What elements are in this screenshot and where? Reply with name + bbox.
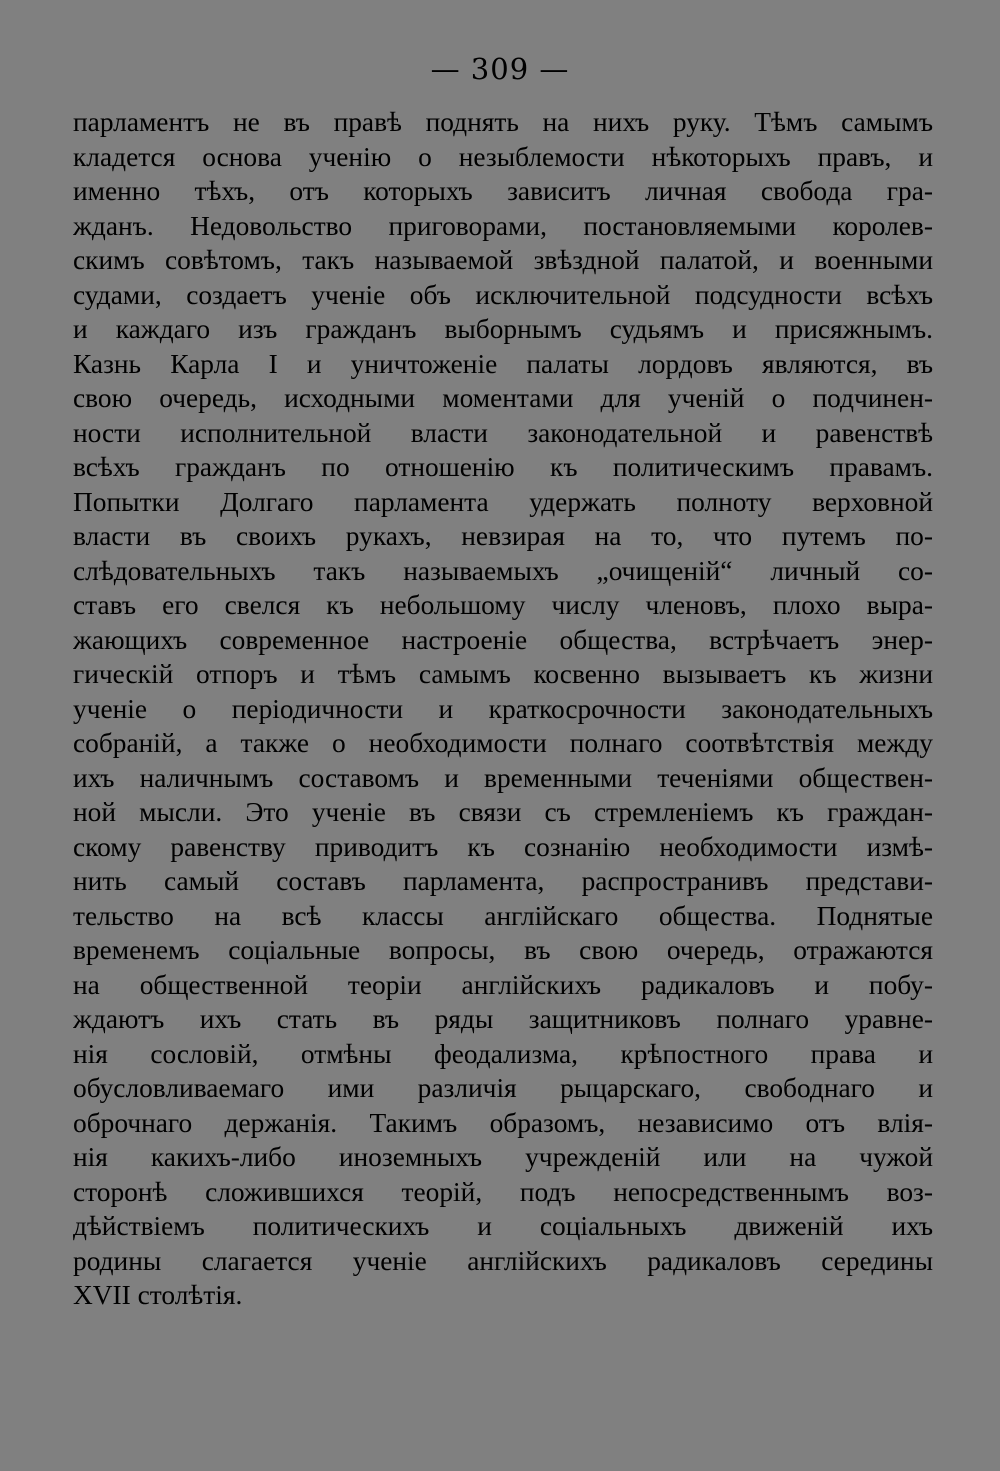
text-line: скому равенству приводитъ къ сознанію необходимости измѣ-	[73, 831, 933, 862]
text-line: и каждаго изъ гражданъ выборнымъ судьямъ и присяжнымъ.	[73, 314, 933, 344]
text-line: гическій отпоръ и тѣмъ самымъ косвенно вызываетъ къ жизни	[73, 659, 933, 689]
text-line: скимъ совѣтомъ, такъ называемой звѣздной палатой, и военными	[73, 245, 933, 275]
text-line: Попытки Долгаго парламента удержать полноту верховной	[73, 486, 933, 517]
text-line: всѣхъ гражданъ по отношенію къ политическимъ правамъ.	[73, 452, 933, 482]
body-text	[73, 105, 933, 1313]
text-line: судами, создаетъ ученіе объ исключительной подсудности всѣхъ	[73, 279, 933, 310]
text-line: тельство на всѣ классы англійскаго общества. Поднятые	[73, 900, 933, 931]
text-line: нія какихъ-либо иноземныхъ учрежденій или на чужой	[73, 1142, 933, 1172]
text-line: обусловливаемаго ими различія рыцарскаго, свободнаго и	[73, 1073, 933, 1103]
text-line: власти въ своихъ рукахъ, невзирая на то, что путемъ по-	[73, 521, 933, 551]
text-line: свою очередь, исходными моментами для ученій о подчинен-	[73, 383, 933, 413]
text-line: ности исполнительной власти законодательной и равенствѣ	[73, 417, 933, 448]
text-line: XVII столѣтія.	[73, 1280, 243, 1310]
text-line: ихъ наличнымъ составомъ и временными теченіями обществен-	[73, 762, 933, 793]
text-line: парламентъ не въ правѣ поднять на нихъ руку. Тѣмъ самымъ	[73, 107, 933, 137]
text-line: на общественной теоріи англійскихъ радикаловъ и побу-	[73, 969, 933, 1000]
page-number: — 309 —	[430, 52, 570, 86]
text-line: ждаютъ ихъ стать въ ряды защитниковъ полнаго уравне-	[73, 1004, 933, 1034]
text-line: жданъ. Недовольство приговорами, постановляемыми королев-	[73, 210, 933, 241]
text-line: Казнь Карла I и уничтоженіе палаты лордовъ являются, въ	[73, 348, 933, 379]
text-line: дѣйствіемъ политическихъ и соціальныхъ движеній ихъ	[73, 1211, 933, 1241]
text-line: сторонѣ сложившихся теорій, подъ непосредственнымъ воз-	[73, 1176, 933, 1207]
text-line: временемъ соціальные вопросы, въ свою очередь, отражаются	[73, 935, 933, 965]
text-line: кладется основа ученію о незыблемости нѣкоторыхъ правъ, и	[73, 141, 933, 172]
text-line: родины слагается ученіе англійскихъ радикаловъ середины	[73, 1245, 933, 1276]
text-line: ставъ его свелся къ небольшому числу членовъ, плохо выра-	[73, 590, 933, 620]
text-line: оброчнаго держанія. Такимъ образомъ, независимо отъ влія-	[73, 1107, 933, 1138]
text-line: ной мысли. Это ученіе въ связи съ стремленіемъ къ граждан-	[73, 797, 933, 827]
text-line: жающихъ современное настроеніе общества, встрѣчаетъ энер-	[73, 624, 933, 655]
text-line: ученіе о періодичности и краткосрочности законодательныхъ	[73, 693, 933, 724]
text-line: именно тѣхъ, отъ которыхъ зависитъ личная свобода гра-	[73, 176, 933, 206]
text-line: слѣдовательныхъ такъ называемыхъ „очищеній“ личный со-	[73, 555, 933, 586]
text-line: собраній, а также о необходимости полнаго соотвѣтствія между	[73, 728, 933, 758]
text-line: нить самый составъ парламента, распространивъ представи-	[73, 866, 933, 896]
text-line: нія сословій, отмѣны феодализма, крѣпостного права и	[73, 1038, 933, 1069]
